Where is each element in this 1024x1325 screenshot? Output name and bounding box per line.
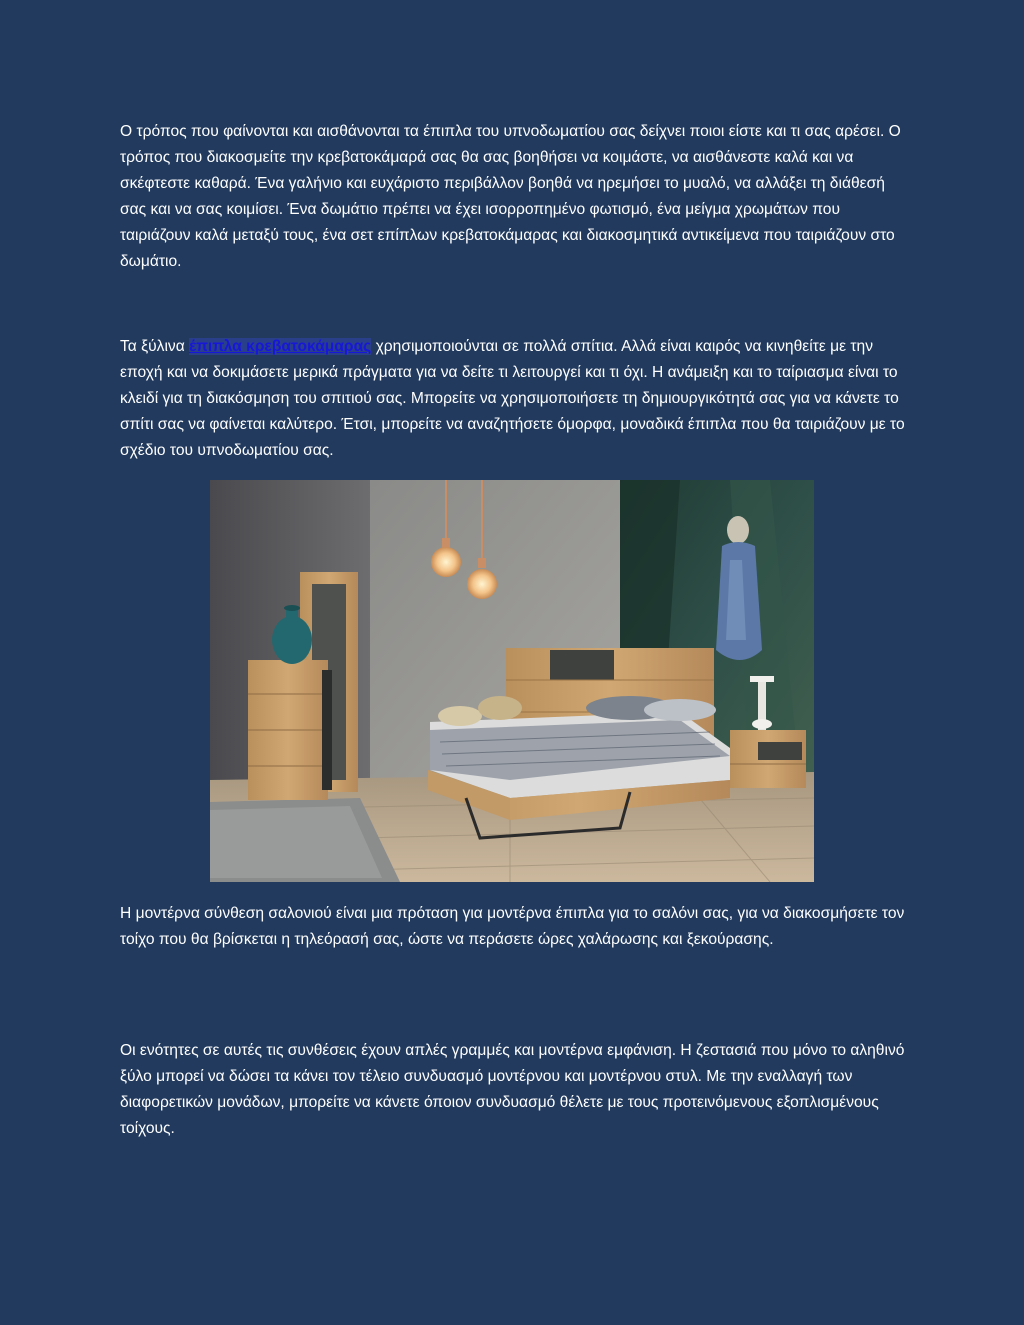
- intro-paragraph: Ο τρόπος που φαίνονται και αισθάνονται τα έπιπλα του υπνοδωματίου σας δείχνει ποιοι είστε και τι σας αρέσει. Ο τρόπος που διακοσμείτε την κρεβατοκάμαρά σας θα σας βοηθήσει να κοιμάστε, να αισθάνεστε καλά και να σκέφτεστε καθαρά. Ένα γαλήνιο και ευχάριστο περιβάλλον βοηθά να ηρεμήσει το μυαλό, να αλλάξει τη διάθεσή σας και να σας κοιμίσει. Ένα δωμάτιο πρέπει να έχει ισορροπημένο φωτισμό, ένα μείγμα χρωμάτων που ταιριάζουν καλά μεταξύ τους, ένα σετ επίπλων κρεβατοκάμαρας και διακοσμητικά αντικείμενα που ταιριάζουν στο δωμάτιο.: [120, 123, 901, 270]
- bedroom-furniture-link[interactable]: έπιπλα κρεβατοκάμαρας: [189, 338, 372, 355]
- paragraph-text-after-link: χρησιμοποιούνται σε πολλά σπίτια. Αλλά είναι καιρός να κινηθείτε με την εποχή και να δοκιμάσετε μερικά πράγματα για να δείτε τι λειτουργεί και τι όχι. Η ανάμειξη και το ταίριασμα είναι το κλειδί για τη διακόσμηση του σπιτιού σας. Μπορείτε να χρησιμοποιήσετε τη δημιουργικότητά σας για να κάνετε το σπίτι σας να φαίνεται καλύτερο. Έτσι, μπορείτε να αναζητήσετε όμορφα, μοναδικά έπιπλα που θα ταιριάζουν με το σχέδιο του υπνοδωματίου σας.: [120, 338, 905, 459]
- units-paragraph: Οι ενότητες σε αυτές τις συνθέσεις έχουν απλές γραμμές και μοντέρνα εμφάνιση. Η ζεστασιά που μόνο το αληθινό ξύλο μπορεί να δώσει τα κάνει τον τέλειο συνδυασμό μοντέρνου και μοντέρνου στυλ. Με την εναλλαγή των διαφορετικών μονάδων, μπορείτε να κάνετε όποιον συνδυασμό θέλετε με τους προτεινόμενους εξοπλισμένους τοίχους.: [120, 1042, 905, 1137]
- bedroom-photo: [210, 480, 814, 882]
- paragraph-text-before-link: Τα ξύλινα: [120, 338, 190, 355]
- wooden-furniture-paragraph: [120, 334, 910, 464]
- living-room-paragraph: Η μοντέρνα σύνθεση σαλονιού είναι μια πρόταση για μοντέρνα έπιπλα για το σαλόνι σας, για να διακοσμήσετε τον τοίχο που θα βρίσκεται η τηλεόρασή σας, ώστε να περάσετε ώρες χαλάρωσης και ξεκούρασης.: [120, 905, 905, 948]
